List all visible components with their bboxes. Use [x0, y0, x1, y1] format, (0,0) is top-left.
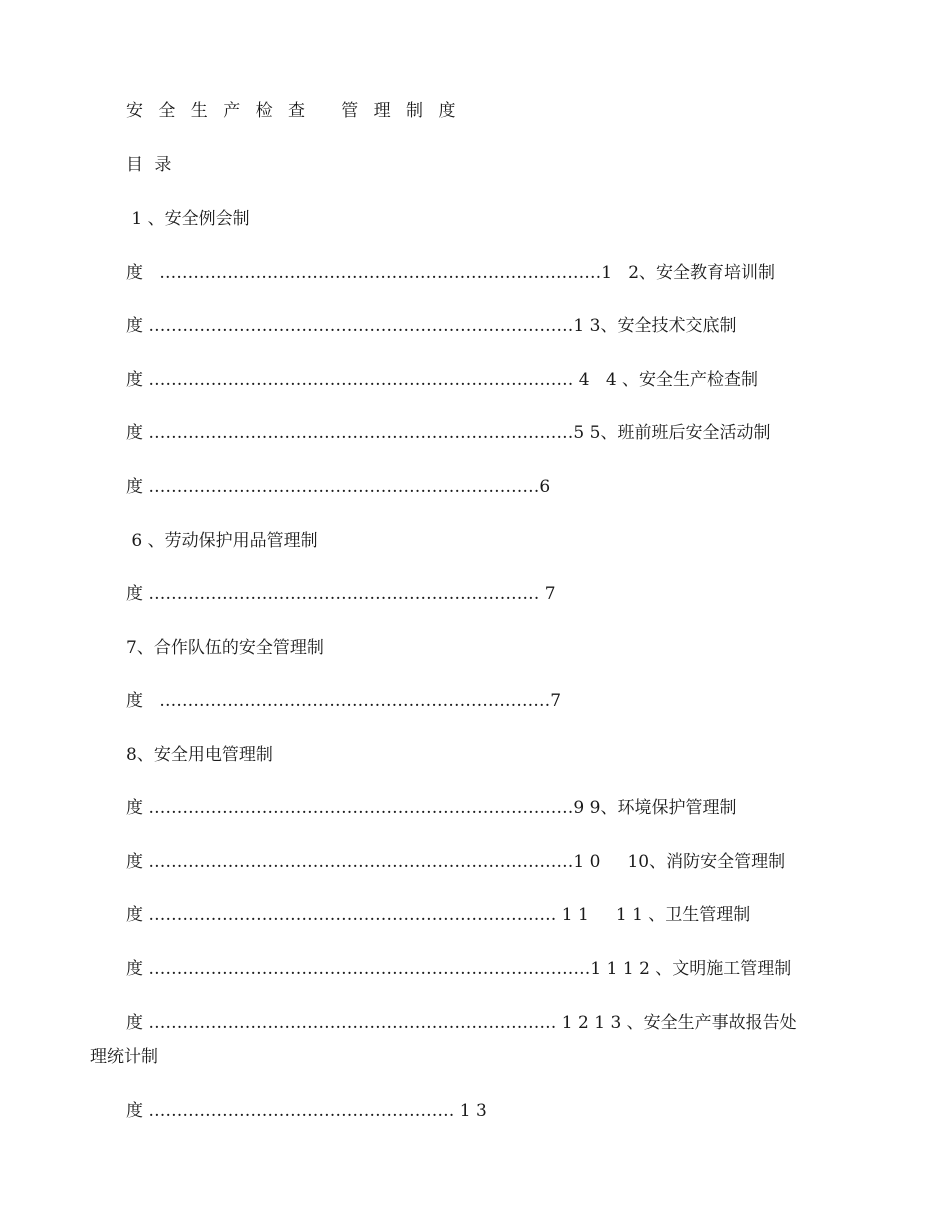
toc-line: 1 、安全例会制 [126, 209, 250, 229]
document-title: 安 全 生 产 检 查 管 理 制 度 [126, 101, 461, 121]
toc-line: 6 、劳动保护用品管理制 [126, 531, 318, 551]
toc-line: 8、安全用电管理制 [126, 745, 273, 765]
toc-line: 度 ……………………………………………… 1 3 [126, 1101, 487, 1121]
toc-line: 度 ……………………………………………………………………1 1 1 2 、文明施工管理制 [126, 959, 792, 979]
toc-line: 度 ……………………………………………………………… 1 2 1 3 、安全生产事故报告处 [126, 1013, 797, 1033]
toc-line: 度 …………………………………………………………………5 5、班前班后安全活动制 [126, 423, 771, 443]
toc-line: 度 …………………………………………………………………9 9、环境保护管理制 [126, 798, 737, 818]
toc-line-wrap: 理统计制 [90, 1047, 158, 1067]
toc-line: 度 …………………………………………………………………1 0 10、消防安全管理制 [126, 852, 786, 872]
toc-line: 度 ……………………………………………………………7 [126, 691, 562, 711]
toc-line: 7、合作队伍的安全管理制 [126, 638, 324, 658]
toc-line: 度 …………………………………………………………………1 3、安全技术交底制 [126, 316, 737, 336]
toc-line: 度 ………………………………………………………………… 4 4 、安全生产检查制 [126, 370, 759, 390]
toc-line: 度 ……………………………………………………………………1 2、安全教育培训制 [126, 263, 776, 283]
toc-line: 度 ……………………………………………………………6 [126, 477, 551, 497]
toc-line: 度 …………………………………………………………… 7 [126, 584, 556, 604]
toc-heading: 目 录 [126, 155, 175, 175]
toc-line: 度 ……………………………………………………………… 1 1 1 1 、卫生管理制 [126, 905, 751, 925]
